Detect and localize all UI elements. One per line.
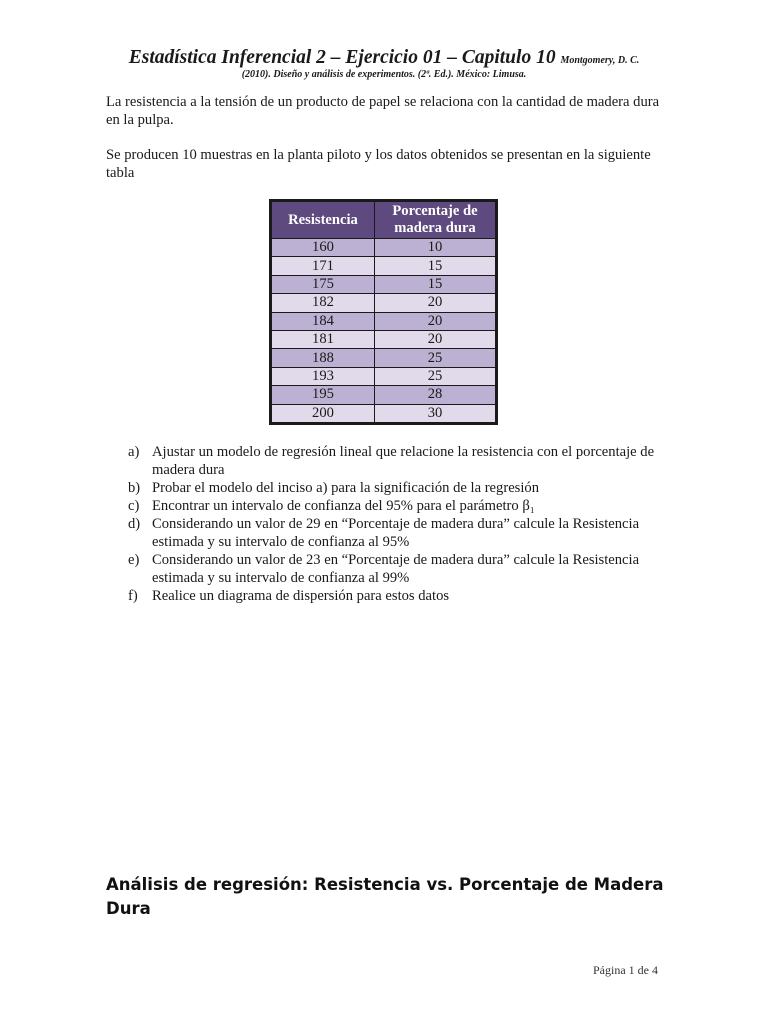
table-row [271, 330, 497, 348]
data-table [269, 199, 498, 425]
table-header-row [271, 201, 497, 239]
cell-porcentaje: 15 [375, 257, 497, 275]
question-text: Encontrar un intervalo de confianza del 95% para el parámetro β₁ [152, 498, 535, 514]
table-row [271, 257, 497, 275]
section-heading: Análisis de regresión: Resistencia vs. Porcentaje de Madera Dura [106, 875, 664, 918]
cell-porcentaje: 28 [375, 386, 497, 404]
question-label: a) [128, 444, 140, 460]
table-row [271, 386, 497, 404]
question-label: c) [128, 498, 140, 514]
list-item [128, 515, 668, 551]
cell-resistencia: 160 [271, 239, 375, 257]
title-text: Estadística Inferencial 2 – Ejercicio 01 – Capitulo 10 [128, 47, 556, 68]
cell-porcentaje: 25 [375, 367, 497, 385]
question-label: e) [128, 552, 140, 568]
cell-porcentaje: 25 [375, 349, 497, 367]
cell-porcentaje: 20 [375, 294, 497, 312]
cell-resistencia: 195 [271, 386, 375, 404]
table-row [271, 275, 497, 293]
cell-resistencia: 193 [271, 367, 375, 385]
question-text: Considerando un valor de 23 en “Porcentaje de madera dura” calcule la Resistencia estimada y su intervalo de confianza al 99% [152, 552, 640, 586]
question-text: Realice un diagrama de dispersión para estos datos [152, 588, 450, 604]
questions-list [128, 443, 668, 605]
table-row [271, 367, 497, 385]
cell-resistencia: 200 [271, 404, 375, 423]
question-label: f) [128, 588, 138, 604]
list-item [128, 587, 668, 605]
list-item [128, 479, 668, 497]
question-label: b) [128, 480, 141, 496]
cell-porcentaje: 30 [375, 404, 497, 423]
table-row [271, 294, 497, 312]
column-header-porcentaje: Porcentaje de madera dura [375, 201, 497, 239]
cell-resistencia: 175 [271, 275, 375, 293]
question-label: d) [128, 516, 141, 532]
question-text: Probar el modelo del inciso a) para la significación de la regresión [152, 480, 539, 496]
question-text: Considerando un valor de 29 en “Porcentaje de madera dura” calcule la Resistencia estimada y su intervalo de confianza al 95% [152, 516, 640, 550]
cell-resistencia: 181 [271, 330, 375, 348]
table-row [271, 239, 497, 257]
samples-paragraph: Se producen 10 muestras en la planta piloto y los datos obtenidos se presentan en la siguiente tabla [106, 147, 651, 181]
column-header-resistencia: Resistencia [271, 201, 375, 239]
intro-paragraph: La resistencia a la tensión de un producto de papel se relaciona con la cantidad de madera dura en la pulpa. [106, 94, 660, 128]
cell-resistencia: 188 [271, 349, 375, 367]
cell-porcentaje: 15 [375, 275, 497, 293]
question-text: Ajustar un modelo de regresión lineal que relacione la resistencia con el porcentaje de madera dura [152, 444, 655, 478]
cell-porcentaje: 10 [375, 239, 497, 257]
table-row [271, 312, 497, 330]
page-number: Página 1 de 4 [593, 963, 658, 977]
cell-resistencia: 184 [271, 312, 375, 330]
reference-line: (2010). Diseño y análisis de experimentos. (2ª. Ed.). México: Limusa. [241, 69, 527, 80]
cell-resistencia: 182 [271, 294, 375, 312]
table-row [271, 404, 497, 423]
cell-porcentaje: 20 [375, 330, 497, 348]
list-item [128, 443, 668, 479]
cell-resistencia: 171 [271, 257, 375, 275]
reference-author: Montgomery, D. C. [560, 55, 640, 66]
table-row [271, 349, 497, 367]
list-item [128, 551, 668, 587]
cell-porcentaje: 20 [375, 312, 497, 330]
list-item [128, 497, 668, 515]
